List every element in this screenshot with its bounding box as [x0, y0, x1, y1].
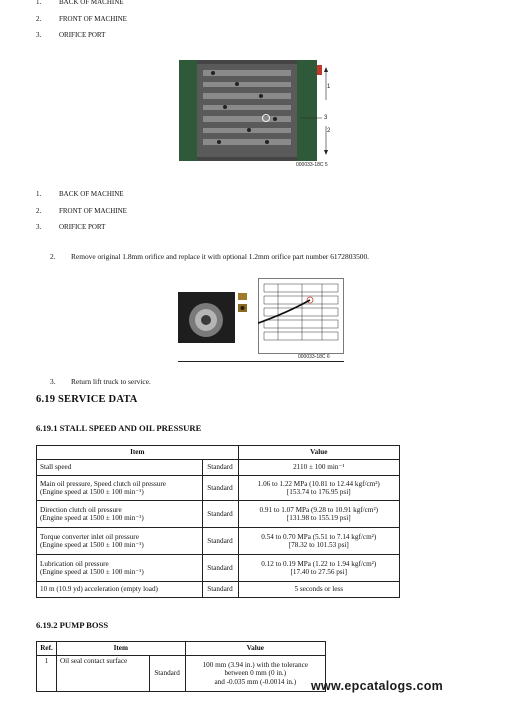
list-label: FRONT OF MACHINE	[59, 207, 127, 215]
orifice-port-illustration	[178, 292, 235, 343]
table-row	[37, 476, 400, 501]
step-2	[50, 252, 470, 262]
list-label: FRONT OF MACHINE	[59, 15, 127, 23]
value-text: 2110 ± 100 min⁻¹	[293, 463, 345, 472]
value-subtext: between 0 mm (0 in.)	[224, 669, 287, 678]
item-text: Torque converter inlet oil pressure	[40, 532, 139, 541]
step-text: Remove original 1.8mm orifice and replace it with optional 1.2mm orifice part number 6172803500.	[71, 252, 370, 261]
item-text: Direction clutch oil pressure	[40, 505, 122, 514]
value-text: 1.06 to 1.22 MPa (10.81 to 12.44 kgf/cm²)	[257, 479, 380, 488]
cell-standard: Standard	[202, 460, 238, 476]
valve-body-photo	[179, 60, 317, 161]
value-subtext: [153.74 to 176.95 psi]	[286, 488, 351, 496]
list-number: 2.	[36, 207, 42, 215]
cell-item	[37, 555, 203, 582]
cell-item	[37, 528, 203, 555]
value-text: 5 seconds or less	[294, 585, 343, 594]
section-number: 6.19	[36, 394, 56, 405]
cell-standard: Standard	[149, 656, 185, 692]
step-number: 2.	[50, 252, 56, 261]
callout-1: 1	[327, 84, 331, 90]
figure1-caption: 000033-18C 5	[296, 162, 328, 168]
cell-value	[238, 476, 400, 501]
table-row	[37, 582, 400, 598]
col-header-item: Item	[37, 446, 239, 460]
list-number: 3.	[36, 31, 42, 39]
item-text: Lubrication oil pressure	[40, 559, 109, 568]
list-item	[36, 0, 236, 7]
value-subtext: and -0.035 mm (-0.0014 in.)	[214, 677, 297, 686]
table-row	[37, 460, 400, 476]
cell-value	[238, 555, 400, 582]
cell-standard: Standard	[202, 582, 238, 598]
list-item	[36, 223, 236, 232]
cell-item: Oil seal contact surface	[56, 656, 149, 692]
cell-value	[238, 582, 400, 598]
step-number: 3.	[50, 377, 56, 386]
item-text: Stall speed	[40, 463, 72, 472]
list-item	[36, 15, 236, 24]
list-item	[36, 207, 236, 216]
figure2-caption: 000033-18C 6	[298, 354, 330, 360]
valve-diagram	[258, 278, 344, 354]
item-subtext: (Engine speed at 1500 ± 100 min⁻¹)	[40, 514, 144, 522]
list-number: 1.	[36, 0, 42, 6]
pump-heading-title: PUMP BOSS	[59, 620, 109, 630]
list-number: 3.	[36, 223, 42, 231]
item-text: 10 m (10.9 yd) acceleration (empty load)	[40, 585, 158, 594]
callout-2: 2	[327, 128, 331, 134]
col-header-ref: Ref.	[37, 642, 57, 656]
orifice-part-photo	[236, 292, 249, 314]
list-label: ORIFICE PORT	[59, 223, 106, 231]
list-item	[36, 31, 236, 40]
cell-standard: Standard	[202, 555, 238, 582]
table-header-row	[37, 642, 326, 656]
cell-standard: Standard	[202, 476, 238, 501]
col-header-value: Value	[185, 642, 325, 656]
table-row	[37, 555, 400, 582]
pump-boss-table	[36, 641, 326, 692]
item-subtext: (Engine speed at 1500 ± 100 min⁻¹)	[40, 541, 144, 549]
table-header-row	[37, 446, 400, 460]
value-text: 0.54 to 0.70 MPa (5.51 to 7.14 kgf/cm²)	[261, 532, 377, 541]
cell-ref: 1	[37, 656, 57, 692]
pump-heading	[36, 620, 108, 630]
stall-speed-table	[36, 445, 400, 598]
cell-value	[238, 528, 400, 555]
orifice-photo	[178, 292, 235, 343]
valve-body-illustration	[179, 60, 317, 161]
table-row	[37, 528, 400, 555]
cell-standard: Standard	[202, 528, 238, 555]
callout-3: 3	[324, 115, 328, 121]
value-text: 0.91 to 1.07 MPa (9.28 to 10.91 kgf/cm²)	[259, 505, 379, 514]
item-subtext: (Engine speed at 1500 ± 100 min⁻¹)	[40, 568, 144, 576]
col-header-value: Value	[238, 446, 400, 460]
list-label: BACK OF MACHINE	[59, 190, 124, 198]
list-item	[36, 190, 236, 199]
table-row	[37, 656, 326, 692]
orifice-part-illustration	[236, 292, 249, 314]
col-header-item: Item	[56, 642, 185, 656]
cell-item	[37, 582, 203, 598]
table-row	[37, 501, 400, 528]
cell-value	[238, 501, 400, 528]
value-text: 100 mm (3.94 in.) with the tolerance	[202, 660, 308, 669]
list-label: BACK OF MACHINE	[59, 0, 124, 6]
value-subtext: [78.32 to 101.53 psi]	[288, 541, 349, 549]
stall-heading	[36, 423, 201, 433]
stall-heading-number: 6.19.1	[36, 423, 58, 433]
cell-item	[37, 460, 203, 476]
value-subtext: [131.98 to 155.19 psi]	[286, 514, 351, 522]
cell-value	[185, 656, 325, 692]
stall-heading-title: STALL SPEED AND OIL PRESSURE	[59, 423, 202, 433]
cell-standard: Standard	[202, 501, 238, 528]
list-number: 1.	[36, 190, 42, 198]
step-3	[50, 377, 350, 387]
pump-heading-number: 6.19.2	[36, 620, 58, 630]
section-title: SERVICE DATA	[58, 394, 138, 405]
cell-value	[238, 460, 400, 476]
list-label: ORIFICE PORT	[59, 31, 106, 39]
cell-item	[37, 501, 203, 528]
list-number: 2.	[36, 15, 42, 23]
figure2-rule	[178, 361, 344, 362]
value-subtext: [17.40 to 27.56 psi]	[290, 568, 347, 576]
section-heading	[36, 394, 138, 405]
watermark-text: www.epcatalogs.com	[311, 679, 444, 693]
item-subtext: (Engine speed at 1500 ± 100 min⁻¹)	[40, 488, 144, 496]
step-text: Return lift truck to service.	[71, 377, 151, 386]
item-text: Main oil pressure, Speed clutch oil pressure	[40, 479, 166, 488]
cell-item	[37, 476, 203, 501]
value-text: 0.12 to 0.19 MPa (1.22 to 1.94 kgf/cm²)	[261, 559, 377, 568]
